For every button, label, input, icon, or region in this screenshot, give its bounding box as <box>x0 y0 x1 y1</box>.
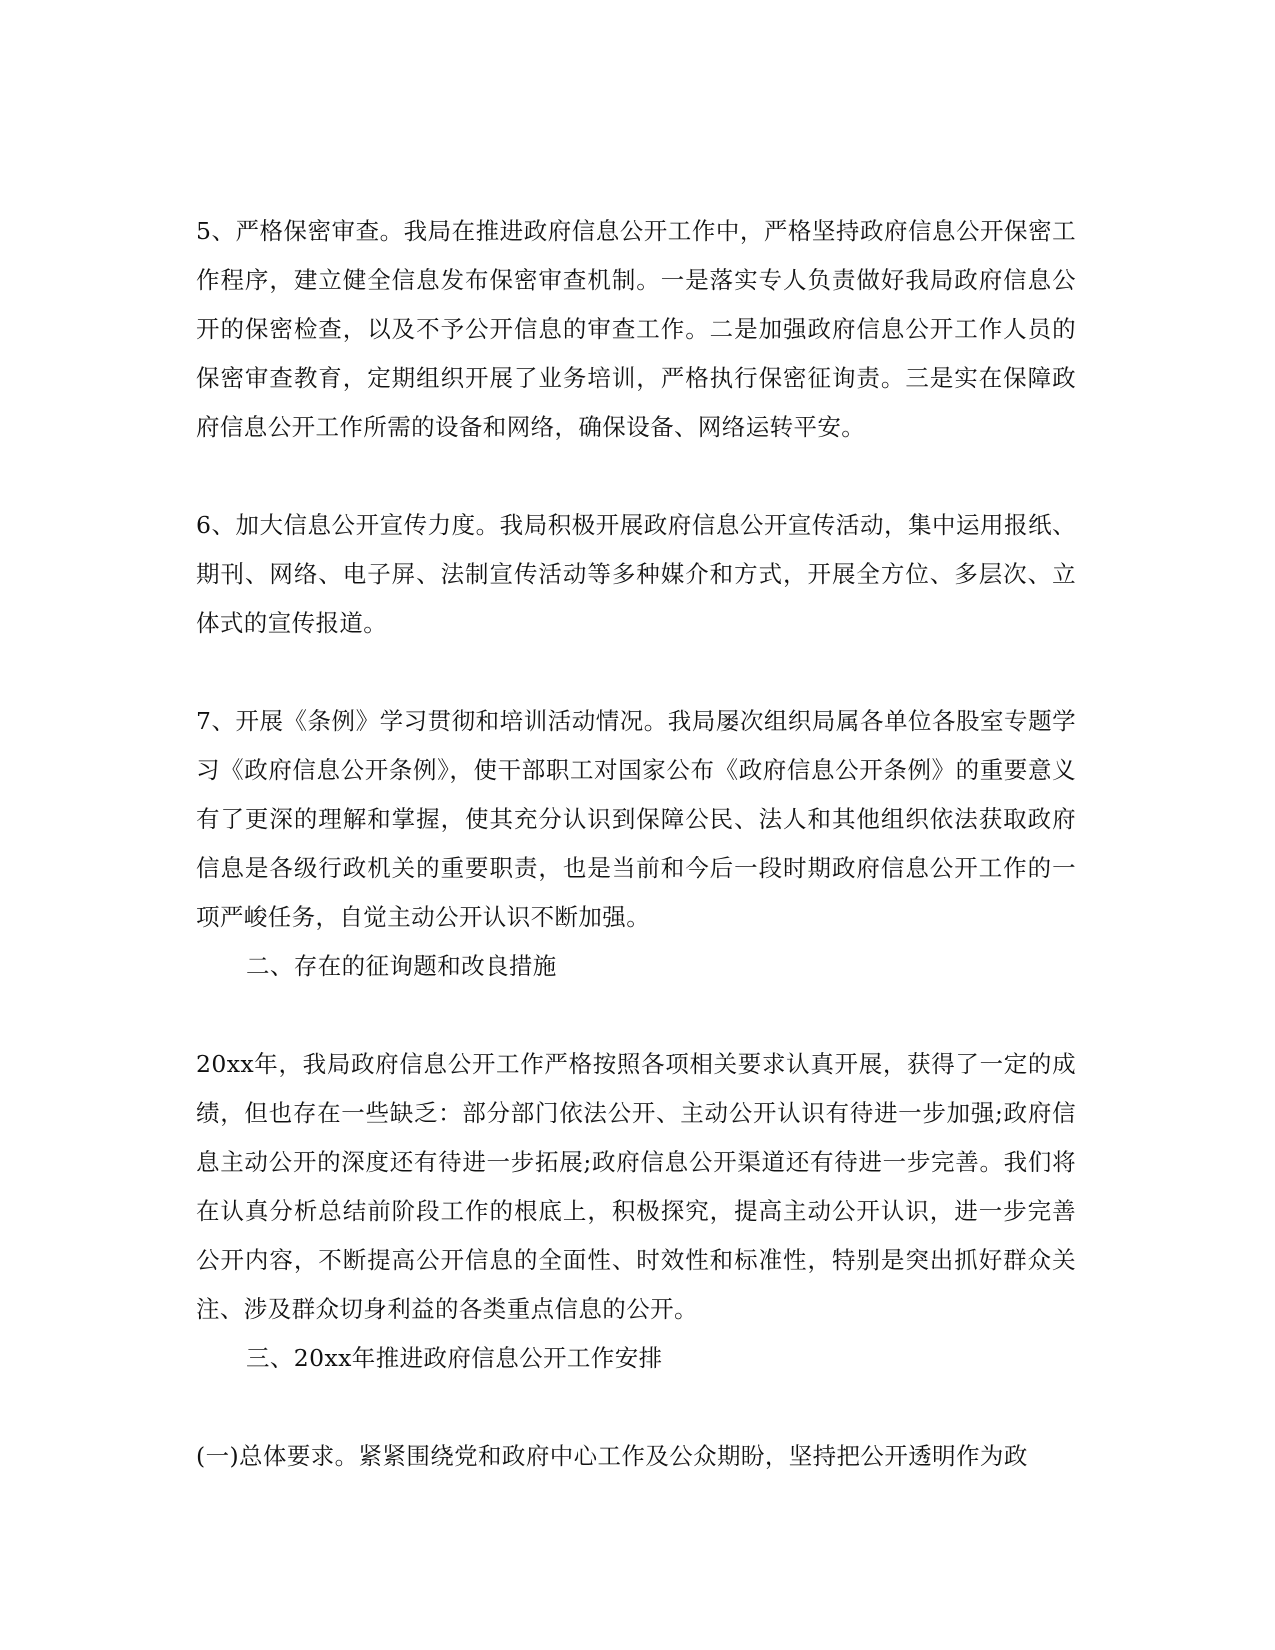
paragraph-spacer <box>196 452 1076 501</box>
section-heading-plan: 三、20xx年推进政府信息公开工作安排 <box>246 1344 663 1372</box>
paragraph-regulation-training: 7、开展《条例》学习贯彻和培训活动情况。我局屡次组织局属各单位各股室专题学习《政府信息公开条例》，使干部职工对国家公布《政府信息公开条例》的重要意义有了更深的理解和掌握，使其充分认识到保障公民、法人和其他组织依法获取政府信息是各级行政机关的重要职责，也是当前和今后一段时期政府信息公开工作的一项严峻任务，自觉主动公开认识不断加强。 <box>196 707 1076 931</box>
paragraph-confidentiality-review: 5、严格保密审查。我局在推进政府信息公开工作中，严格坚持政府信息公开保密工作程序，建立健全信息发布保密审查机制。一是落实专人负责做好我局政府信息公开的保密检查，以及不予公开信息的审查工作。二是加强政府信息公开工作人员的保密审查教育，定期组织开展了业务培训，严格执行保密征询责。三是实在保障政府信息公开工作所需的设备和网络，确保设备、网络运转平安。 <box>196 217 1076 441</box>
paragraph-publicity: 6、加大信息公开宣传力度。我局积极开展政府信息公开宣传活动，集中运用报纸、期刊、网络、电子屏、法制宣传活动等多种媒介和方式，开展全方位、多层次、立体式的宣传报道。 <box>196 511 1076 637</box>
paragraph-spacer <box>196 1383 1076 1432</box>
document-body <box>196 207 1076 1481</box>
paragraph-spacer <box>196 991 1076 1040</box>
section-heading-problems: 二、存在的征询题和改良措施 <box>246 952 557 980</box>
paragraph-spacer <box>196 648 1076 697</box>
paragraph-general-requirements: (一)总体要求。紧紧围绕党和政府中心工作及公众期盼，坚持把公开透明作为政 <box>196 1442 1028 1470</box>
paragraph-problems: 20xx年，我局政府信息公开工作严格按照各项相关要求认真开展，获得了一定的成绩，但也存在一些缺乏：部分部门依法公开、主动公开认识有待进一步加强;政府信息主动公开的深度还有待进一步拓展;政府信息公开渠道还有待进一步完善。我们将在认真分析总结前阶段工作的根底上，积极探究，提高主动公开认识，进一步完善公开内容，不断提高公开信息的全面性、时效性和标准性，特别是突出抓好群众关注、涉及群众切身利益的各类重点信息的公开。 <box>196 1050 1076 1323</box>
